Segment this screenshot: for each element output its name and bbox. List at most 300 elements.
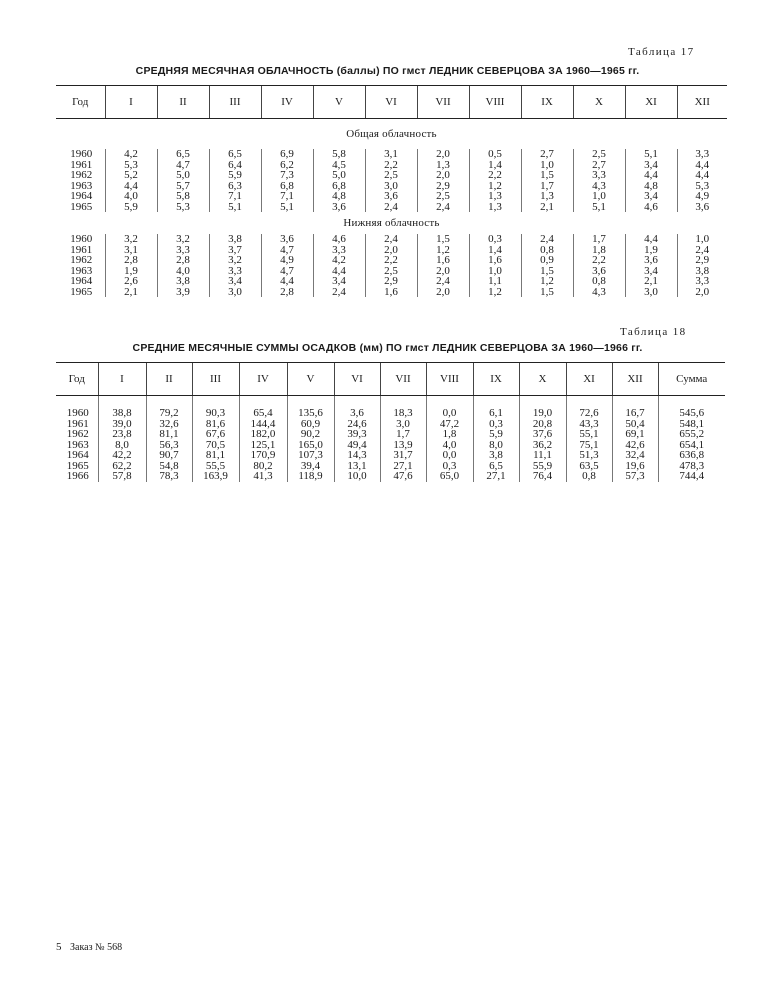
value-cell: 1,2	[417, 245, 469, 256]
value-cell: 3,9	[157, 287, 209, 298]
value-cell: 3,2	[157, 234, 209, 245]
value-cell: 2,7	[573, 160, 625, 171]
table-18-title: СРЕДНИЕ МЕСЯЧНЫЕ СУММЫ ОСАДКОВ (мм) ПО гмст ЛЕДНИК СЕВЕРЦОВА ЗА 1960—1966 гг.	[132, 342, 643, 354]
value-cell: 5,3	[105, 160, 157, 171]
value-cell: 1,9	[625, 245, 677, 256]
value-cell: 6,5	[157, 149, 209, 160]
value-cell: 2,5	[365, 170, 417, 181]
value-cell: 4,9	[677, 191, 727, 202]
value-cell: 2,2	[365, 160, 417, 171]
value-cell: 39,3	[334, 429, 380, 440]
value-cell: 14,3	[334, 450, 380, 461]
value-cell: 3,4	[625, 191, 677, 202]
table-17-label: Таблица 17	[628, 46, 695, 58]
column-header: XI	[625, 86, 677, 119]
value-cell: 2,2	[365, 255, 417, 266]
value-cell: 47,6	[380, 471, 426, 482]
value-cell: 80,2	[239, 461, 287, 472]
year-cell: 1964	[70, 275, 93, 287]
year-cell: 1963	[70, 179, 93, 192]
value-cell: 1,4	[469, 245, 521, 256]
value-cell: 107,3	[287, 450, 334, 461]
column-header: XII	[612, 363, 658, 396]
column-header: VI	[334, 363, 380, 396]
value-cell: 3,2	[209, 255, 261, 266]
value-cell: 20,8	[519, 419, 566, 430]
column-header: V	[313, 86, 365, 119]
value-cell: 182,0	[239, 429, 287, 440]
value-cell: 3,0	[365, 181, 417, 192]
value-cell: 81,1	[192, 450, 239, 461]
value-cell: 2,4	[313, 287, 365, 298]
value-cell: 6,9	[261, 149, 313, 160]
value-cell: 655,2	[658, 429, 725, 440]
value-cell: 1,0	[469, 266, 521, 277]
value-cell: 55,5	[192, 461, 239, 472]
value-cell: 1,9	[105, 266, 157, 277]
value-cell: 2,0	[417, 170, 469, 181]
column-header: XI	[566, 363, 612, 396]
value-cell: 10,0	[334, 471, 380, 482]
value-cell: 4,4	[313, 266, 365, 277]
value-cell: 2,6	[105, 276, 157, 287]
value-cell: 79,2	[146, 408, 192, 419]
value-cell: 3,7	[209, 245, 261, 256]
value-cell: 0,8	[573, 276, 625, 287]
table-row	[56, 149, 727, 160]
value-cell: 1,5	[521, 266, 573, 277]
value-cell: 5,8	[313, 149, 365, 160]
value-cell: 3,6	[573, 266, 625, 277]
value-cell: 1,8	[573, 245, 625, 256]
value-cell: 4,5	[313, 160, 365, 171]
value-cell: 1,5	[521, 170, 573, 181]
value-cell: 165,0	[287, 440, 334, 451]
value-cell: 2,0	[417, 287, 469, 298]
value-cell: 2,0	[365, 245, 417, 256]
value-cell: 1,7	[380, 429, 426, 440]
table-row	[56, 202, 727, 213]
value-cell: 5,1	[625, 149, 677, 160]
value-cell: 3,8	[473, 450, 519, 461]
value-cell: 65,0	[426, 471, 473, 482]
value-cell: 4,0	[157, 266, 209, 277]
value-cell: 6,1	[473, 408, 519, 419]
column-header: VIII	[469, 86, 521, 119]
table-row	[56, 234, 727, 245]
value-cell: 4,6	[313, 234, 365, 245]
value-cell: 50,4	[612, 419, 658, 430]
value-cell: 144,4	[239, 419, 287, 430]
value-cell: 56,3	[146, 440, 192, 451]
column-header: X	[573, 86, 625, 119]
value-cell: 42,6	[612, 440, 658, 451]
value-cell: 4,2	[313, 255, 365, 266]
order-number: Заказ № 568	[70, 942, 123, 953]
value-cell: 4,7	[261, 266, 313, 277]
value-cell: 81,1	[146, 429, 192, 440]
value-cell: 3,8	[677, 266, 727, 277]
value-cell: 90,7	[146, 450, 192, 461]
value-cell: 4,4	[105, 181, 157, 192]
value-cell: 2,5	[417, 191, 469, 202]
year-cell: 1962	[70, 169, 93, 181]
page-number: 5	[56, 941, 62, 953]
value-cell: 60,9	[287, 419, 334, 430]
value-cell: 6,3	[209, 181, 261, 192]
value-cell: 18,3	[380, 408, 426, 419]
value-cell: 5,1	[261, 202, 313, 213]
value-cell: 7,1	[209, 191, 261, 202]
column-header: IV	[239, 363, 287, 396]
value-cell: 3,6	[313, 202, 365, 213]
table-header-row	[56, 363, 725, 396]
value-cell: 63,5	[566, 461, 612, 472]
value-cell: 2,5	[573, 149, 625, 160]
year-cell: 1965	[66, 459, 89, 472]
table-row	[56, 276, 727, 287]
value-cell: 5,1	[573, 202, 625, 213]
value-cell: 1,3	[469, 191, 521, 202]
value-cell: 7,3	[261, 170, 313, 181]
value-cell: 4,7	[157, 160, 209, 171]
column-header: VI	[365, 86, 417, 119]
value-cell: 5,9	[209, 170, 261, 181]
value-cell: 5,2	[105, 170, 157, 181]
column-header: II	[146, 363, 192, 396]
year-cell: 1963	[66, 438, 89, 451]
value-cell: 2,0	[417, 266, 469, 277]
value-cell: 32,6	[146, 419, 192, 430]
value-cell: 13,9	[380, 440, 426, 451]
value-cell: 69,1	[612, 429, 658, 440]
value-cell: 2,1	[521, 202, 573, 213]
page-footer	[56, 941, 122, 953]
value-cell: 0,8	[521, 245, 573, 256]
value-cell: 6,8	[313, 181, 365, 192]
value-cell: 55,1	[566, 429, 612, 440]
value-cell: 744,4	[658, 471, 725, 482]
table-row	[56, 255, 727, 266]
value-cell: 5,9	[473, 429, 519, 440]
value-cell: 47,2	[426, 419, 473, 430]
section-title: Нижняя облачность	[343, 216, 440, 229]
value-cell: 2,8	[105, 255, 157, 266]
value-cell: 11,1	[519, 450, 566, 461]
value-cell: 1,6	[365, 287, 417, 298]
value-cell: 3,3	[573, 170, 625, 181]
value-cell: 5,8	[157, 191, 209, 202]
value-cell: 1,2	[469, 287, 521, 298]
value-cell: 3,2	[105, 234, 157, 245]
value-cell: 2,5	[365, 266, 417, 277]
value-cell: 51,3	[566, 450, 612, 461]
value-cell: 78,3	[146, 471, 192, 482]
value-cell: 135,6	[287, 408, 334, 419]
value-cell: 5,1	[209, 202, 261, 213]
value-cell: 19,6	[612, 461, 658, 472]
year-cell: 1960	[70, 233, 93, 245]
section-heading-row	[56, 212, 727, 234]
value-cell: 3,6	[261, 234, 313, 245]
value-cell: 4,0	[105, 191, 157, 202]
year-cell: 1964	[70, 190, 93, 202]
value-cell: 4,3	[573, 287, 625, 298]
column-header: V	[287, 363, 334, 396]
value-cell: 478,3	[658, 461, 725, 472]
value-cell: 1,2	[469, 181, 521, 192]
value-cell: 3,4	[313, 276, 365, 287]
value-cell: 2,4	[365, 234, 417, 245]
column-header: VII	[380, 363, 426, 396]
value-cell: 6,5	[209, 149, 261, 160]
cloudiness-table	[56, 85, 727, 297]
value-cell: 3,0	[380, 419, 426, 430]
value-cell: 3,4	[625, 266, 677, 277]
value-cell: 170,9	[239, 450, 287, 461]
table-header-row	[56, 86, 727, 119]
table-row	[56, 429, 725, 440]
column-header: XII	[677, 86, 727, 119]
year-cell: 1965	[70, 200, 93, 213]
value-cell: 65,4	[239, 408, 287, 419]
value-cell: 2,1	[105, 287, 157, 298]
value-cell: 2,4	[417, 202, 469, 213]
value-cell: 3,3	[209, 266, 261, 277]
year-cell: 1963	[70, 264, 93, 277]
value-cell: 13,1	[334, 461, 380, 472]
table-17-title: СРЕДНЯЯ МЕСЯЧНАЯ ОБЛАЧНОСТЬ (баллы) ПО гмст ЛЕДНИК СЕВЕРЦОВА ЗА 1960—1965 гг.	[135, 65, 640, 77]
value-cell: 0,0	[426, 450, 473, 461]
value-cell: 5,9	[105, 202, 157, 213]
year-cell: 1966	[66, 470, 89, 482]
value-cell: 62,2	[98, 461, 146, 472]
value-cell: 654,1	[658, 440, 725, 451]
value-cell: 2,7	[521, 149, 573, 160]
value-cell: 163,9	[192, 471, 239, 482]
value-cell: 41,3	[239, 471, 287, 482]
value-cell: 3,3	[157, 245, 209, 256]
value-cell: 16,7	[612, 408, 658, 419]
value-cell: 72,6	[566, 408, 612, 419]
value-cell: 4,4	[677, 170, 727, 181]
value-cell: 4,3	[573, 181, 625, 192]
column-header: VIII	[426, 363, 473, 396]
value-cell: 2,9	[365, 276, 417, 287]
value-cell: 1,4	[469, 160, 521, 171]
value-cell: 1,0	[677, 234, 727, 245]
value-cell: 6,8	[261, 181, 313, 192]
value-cell: 23,8	[98, 429, 146, 440]
column-header: X	[519, 363, 566, 396]
value-cell: 2,1	[625, 276, 677, 287]
value-cell: 27,1	[473, 471, 519, 482]
year-cell: 1961	[66, 417, 89, 430]
value-cell: 3,8	[157, 276, 209, 287]
value-cell: 2,0	[417, 149, 469, 160]
value-cell: 4,4	[625, 170, 677, 181]
value-cell: 0,5	[469, 149, 521, 160]
value-cell: 2,4	[365, 202, 417, 213]
value-cell: 6,5	[473, 461, 519, 472]
value-cell: 4,8	[313, 191, 365, 202]
value-cell: 3,4	[209, 276, 261, 287]
value-cell: 4,9	[261, 255, 313, 266]
column-header: I	[98, 363, 146, 396]
value-cell: 2,4	[677, 245, 727, 256]
value-cell: 5,7	[157, 181, 209, 192]
value-cell: 1,1	[469, 276, 521, 287]
column-header: I	[105, 86, 157, 119]
value-cell: 39,4	[287, 461, 334, 472]
table-row	[56, 170, 727, 181]
value-cell: 49,4	[334, 440, 380, 451]
value-cell: 3,0	[625, 287, 677, 298]
value-cell: 1,6	[417, 255, 469, 266]
value-cell: 19,0	[519, 408, 566, 419]
value-cell: 3,8	[209, 234, 261, 245]
value-cell: 24,6	[334, 419, 380, 430]
value-cell: 81,6	[192, 419, 239, 430]
value-cell: 31,7	[380, 450, 426, 461]
table-row	[56, 191, 727, 202]
value-cell: 0,3	[473, 419, 519, 430]
value-cell: 1,7	[521, 181, 573, 192]
value-cell: 5,0	[157, 170, 209, 181]
value-cell: 1,3	[521, 191, 573, 202]
value-cell: 76,4	[519, 471, 566, 482]
value-cell: 0,9	[521, 255, 573, 266]
value-cell: 4,6	[625, 202, 677, 213]
value-cell: 3,6	[677, 202, 727, 213]
value-cell: 39,0	[98, 419, 146, 430]
value-cell: 548,1	[658, 419, 725, 430]
value-cell: 70,5	[192, 440, 239, 451]
value-cell: 1,3	[469, 202, 521, 213]
value-cell: 37,6	[519, 429, 566, 440]
column-header: IX	[473, 363, 519, 396]
column-header-year: Год	[56, 86, 105, 119]
value-cell: 1,2	[521, 276, 573, 287]
value-cell: 3,3	[313, 245, 365, 256]
value-cell: 57,3	[612, 471, 658, 482]
value-cell: 8,0	[473, 440, 519, 451]
value-cell: 5,3	[157, 202, 209, 213]
value-cell: 6,2	[261, 160, 313, 171]
value-cell: 55,9	[519, 461, 566, 472]
year-cell: 1962	[66, 428, 89, 440]
table-row	[56, 287, 727, 298]
value-cell: 2,2	[469, 170, 521, 181]
table-row	[56, 471, 725, 482]
value-cell: 7,1	[261, 191, 313, 202]
value-cell: 2,9	[417, 181, 469, 192]
table-18-label: Таблица 18	[620, 326, 687, 338]
value-cell: 4,2	[105, 149, 157, 160]
value-cell: 1,7	[573, 234, 625, 245]
value-cell: 2,2	[573, 255, 625, 266]
value-cell: 54,8	[146, 461, 192, 472]
value-cell: 636,8	[658, 450, 725, 461]
value-cell: 8,0	[98, 440, 146, 451]
value-cell: 3,1	[105, 245, 157, 256]
column-header: III	[209, 86, 261, 119]
value-cell: 42,2	[98, 450, 146, 461]
value-cell: 5,3	[677, 181, 727, 192]
value-cell: 4,8	[625, 181, 677, 192]
value-cell: 0,0	[426, 408, 473, 419]
section-title: Общая облачность	[346, 127, 437, 140]
year-cell: 1960	[66, 407, 89, 419]
value-cell: 75,1	[566, 440, 612, 451]
value-cell: 3,6	[625, 255, 677, 266]
value-cell: 1,5	[521, 287, 573, 298]
value-cell: 3,3	[677, 276, 727, 287]
value-cell: 0,3	[469, 234, 521, 245]
value-cell: 2,4	[521, 234, 573, 245]
value-cell: 6,4	[209, 160, 261, 171]
value-cell: 3,0	[209, 287, 261, 298]
value-cell: 38,8	[98, 408, 146, 419]
value-cell: 5,0	[313, 170, 365, 181]
value-cell: 1,0	[573, 191, 625, 202]
column-header: III	[192, 363, 239, 396]
year-cell: 1961	[70, 243, 93, 256]
value-cell: 3,3	[677, 149, 727, 160]
value-cell: 118,9	[287, 471, 334, 482]
section-heading-row	[56, 119, 727, 150]
year-cell: 1961	[70, 158, 93, 171]
value-cell: 57,8	[98, 471, 146, 482]
value-cell: 1,3	[417, 160, 469, 171]
value-cell: 2,9	[677, 255, 727, 266]
value-cell: 67,6	[192, 429, 239, 440]
value-cell: 125,1	[239, 440, 287, 451]
value-cell: 4,4	[261, 276, 313, 287]
column-header: Сумма	[658, 363, 725, 396]
value-cell: 3,1	[365, 149, 417, 160]
value-cell: 545,6	[658, 408, 725, 419]
value-cell: 2,4	[417, 276, 469, 287]
value-cell: 90,2	[287, 429, 334, 440]
year-cell: 1964	[66, 449, 89, 461]
value-cell: 1,5	[417, 234, 469, 245]
value-cell: 2,8	[261, 287, 313, 298]
value-cell: 4,7	[261, 245, 313, 256]
value-cell: 1,8	[426, 429, 473, 440]
value-cell: 4,4	[677, 160, 727, 171]
value-cell: 2,0	[677, 287, 727, 298]
value-cell: 3,4	[625, 160, 677, 171]
precipitation-table	[56, 362, 725, 482]
value-cell: 0,8	[566, 471, 612, 482]
value-cell: 4,0	[426, 440, 473, 451]
value-cell: 1,6	[469, 255, 521, 266]
value-cell: 90,3	[192, 408, 239, 419]
year-cell: 1960	[70, 148, 93, 160]
year-cell: 1965	[70, 285, 93, 298]
value-cell: 4,4	[625, 234, 677, 245]
table-row	[56, 450, 725, 461]
value-cell: 3,6	[334, 408, 380, 419]
column-header: II	[157, 86, 209, 119]
column-header: IV	[261, 86, 313, 119]
year-cell: 1962	[70, 254, 93, 266]
value-cell: 27,1	[380, 461, 426, 472]
value-cell: 32,4	[612, 450, 658, 461]
value-cell: 3,6	[365, 191, 417, 202]
value-cell: 43,3	[566, 419, 612, 430]
